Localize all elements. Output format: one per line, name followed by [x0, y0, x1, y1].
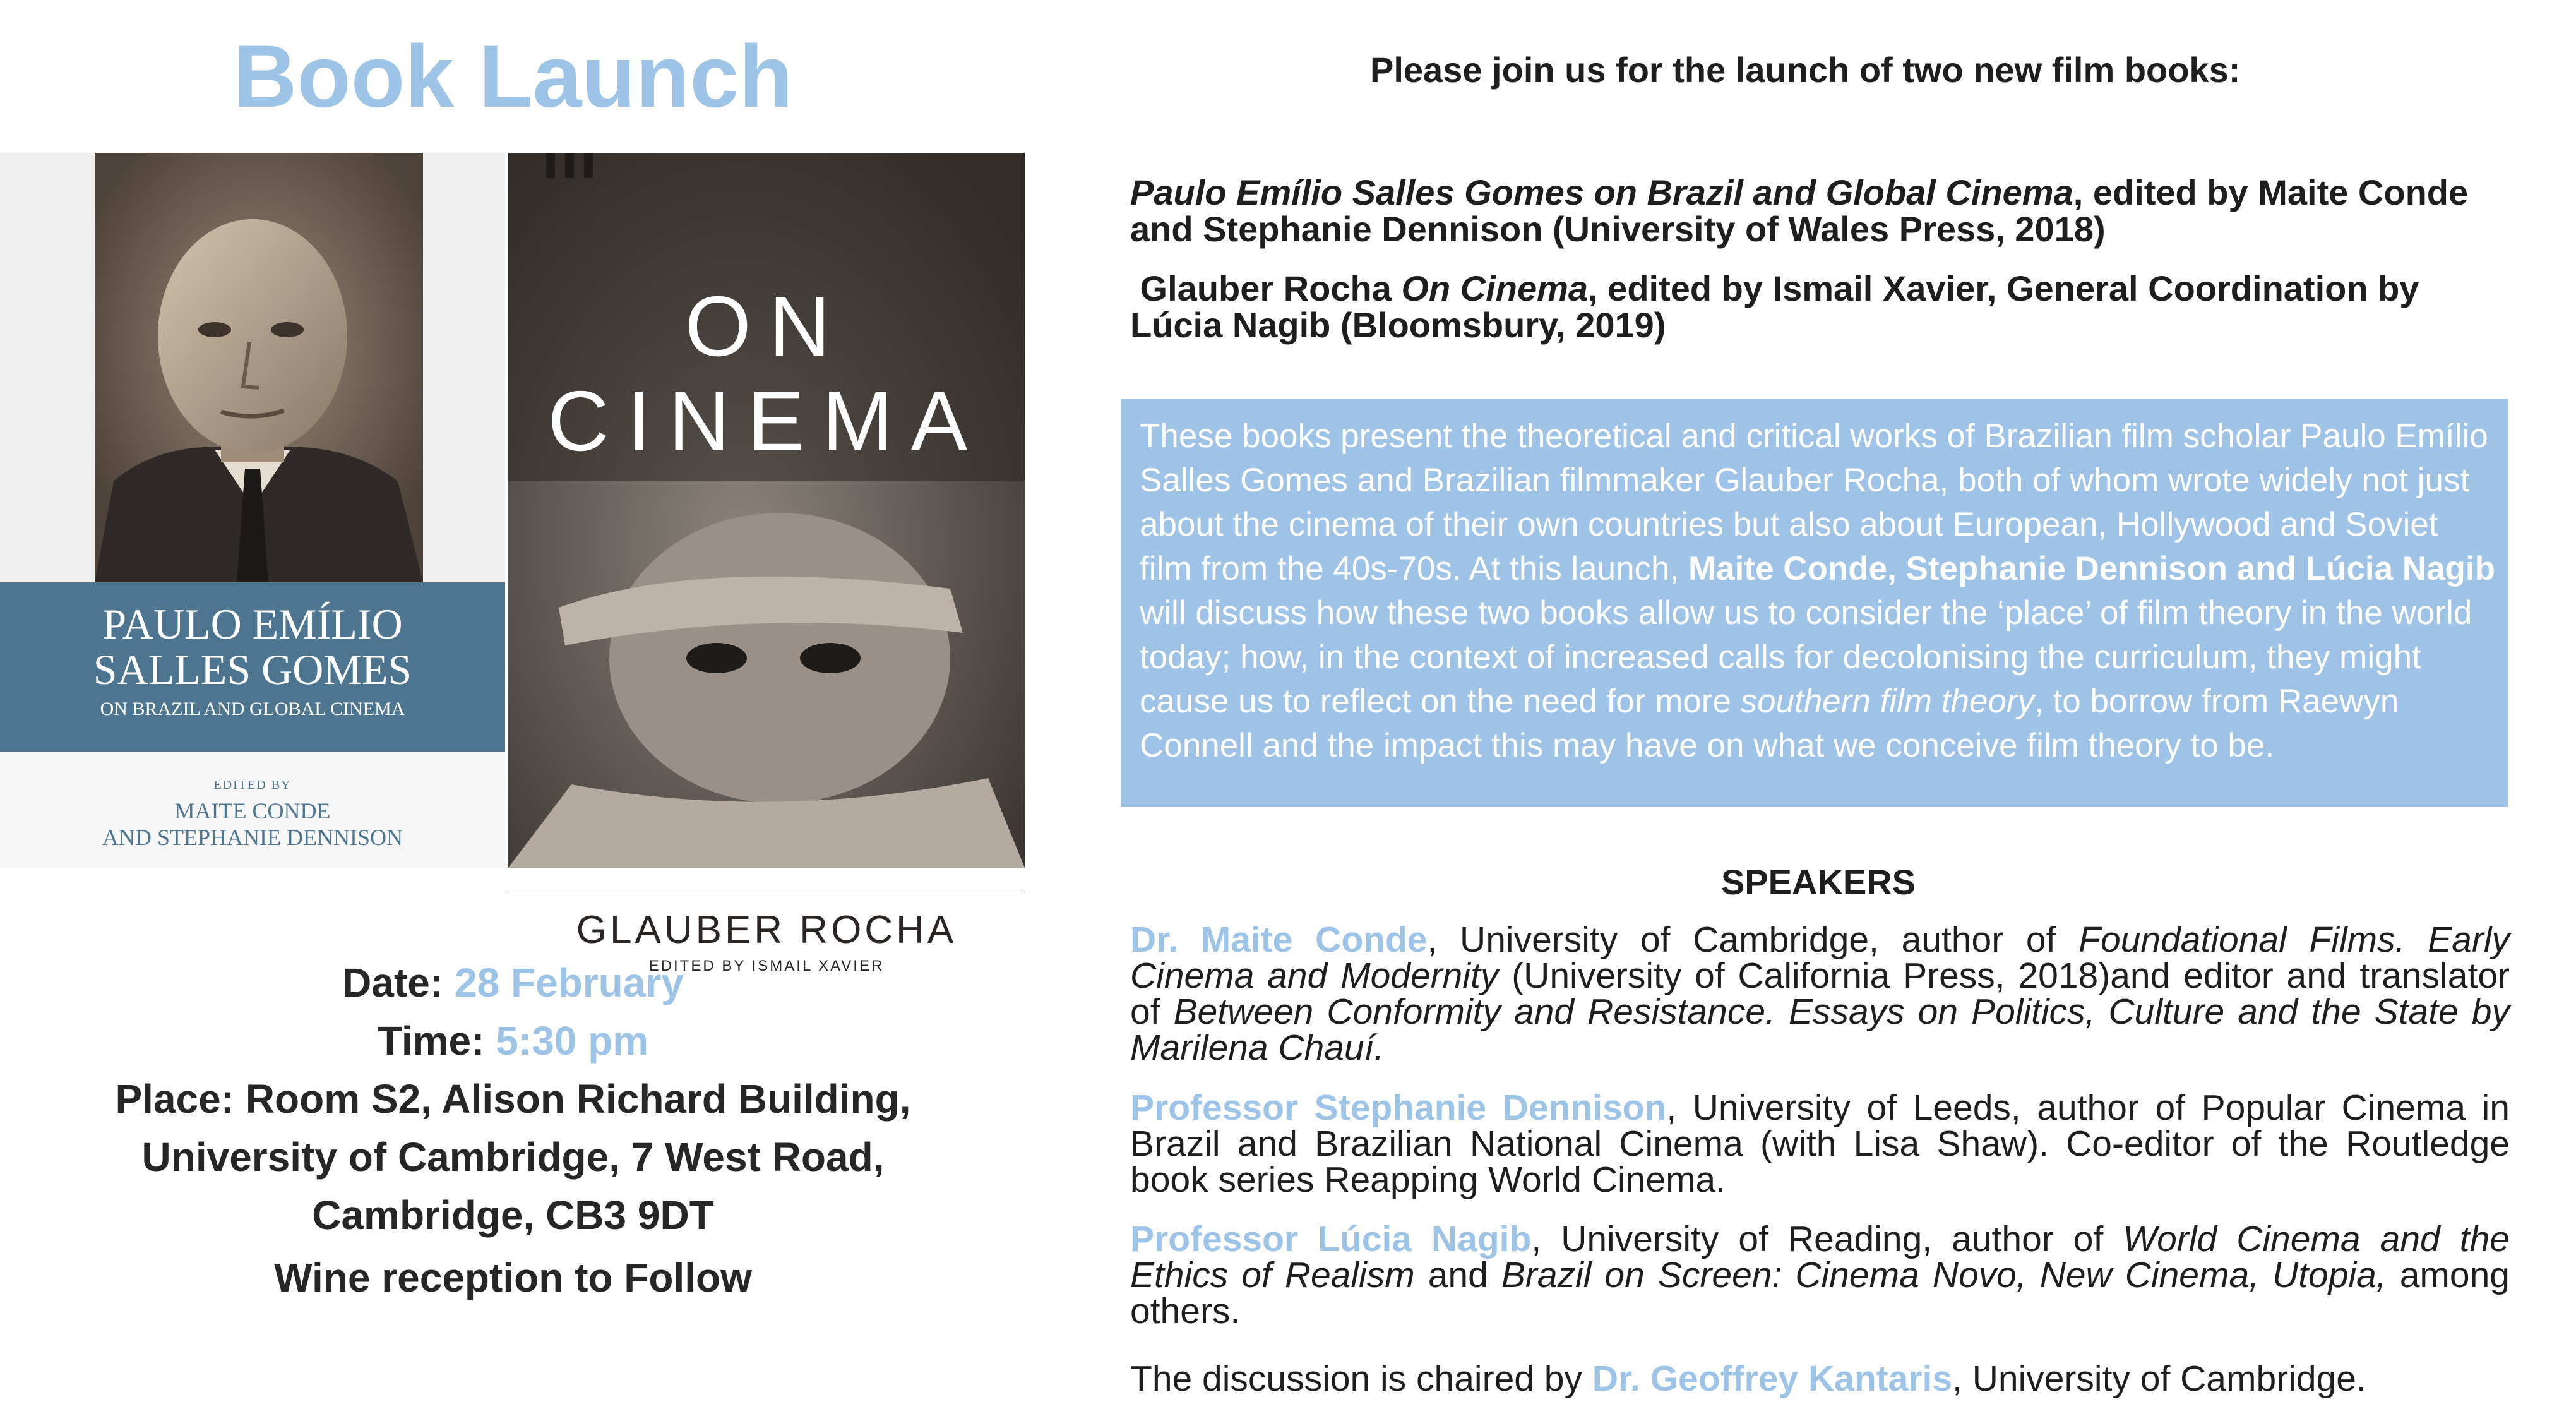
cover-editors-line2: AND STEPHANIE DENNISON: [102, 825, 403, 850]
event-date: [0, 954, 1026, 1012]
desc-part2: will discuss how these two books allow us to consider the ‘place’ of film theory in the world today; how, in the context of increased calls for decolonising the curriculum, they might cause us to reflect on the need for more: [1140, 594, 2472, 720]
date-label: Date:: [342, 960, 455, 1005]
cover-title-line2: SALLES GOMES: [93, 645, 412, 693]
book-cover-on-cinema: [508, 153, 1025, 974]
book-entry-2: [1130, 270, 2513, 344]
speaker-name: Dr. Maite Conde: [1130, 920, 1428, 960]
chair-affiliation: , University of Cambridge.: [1952, 1358, 2366, 1399]
description-text: [1140, 414, 2497, 768]
chair-name: Dr. Geoffrey Kantaris: [1592, 1358, 1953, 1399]
wine-reception: Wine reception to Follow: [274, 1255, 752, 1300]
desc-part3: , to borrow from Raewyn Connell and the impact this may have on what we conceive film theory to be.: [1140, 683, 2399, 764]
cover-photo-portrait: [0, 153, 505, 868]
event-details: [0, 954, 1026, 1244]
cover-title-line1: PAULO EMÍLIO: [102, 600, 403, 648]
time-label: Time:: [377, 1018, 496, 1064]
speaker-entry-conde: [1130, 922, 2510, 1066]
cover-editor: EDITED BY ISMAIL XAVIER: [648, 957, 885, 974]
discussion-chair: [1130, 1358, 2510, 1400]
cover-photo-rocha: [508, 153, 1025, 868]
desc-speaker-names: Maite Conde, Stephanie Dennison and Lúcia Nagib: [1688, 550, 2496, 587]
book2-author: Glauber Rocha: [1130, 268, 1402, 308]
cover-title-cinema: CINEMA: [547, 373, 986, 469]
book2-title: On Cinema: [1401, 268, 1589, 308]
speakers-heading: SPEAKERS: [1720, 862, 1916, 902]
speaker-name: Professor Stephanie Dennison: [1130, 1088, 1667, 1128]
event-time: [0, 1012, 1026, 1070]
cover-editors-line1: MAITE CONDE: [174, 798, 331, 824]
speaker-text: , University of Reading, author of: [1531, 1219, 2123, 1259]
speaker-name: Professor Lúcia Nagib: [1130, 1219, 1532, 1259]
book-entry-1: [1130, 174, 2513, 248]
speaker-work-title: Brazil on Screen: Cinema Novo, New Cinema, Utopia,: [1501, 1255, 2387, 1295]
speaker-text: and: [1414, 1255, 1501, 1295]
event-place-line3: Cambridge, CB3 9DT: [312, 1192, 714, 1238]
event-place-line1: Place: Room S2, Alison Richard Building,: [115, 1076, 911, 1122]
speaker-text: , University of Leeds, author of Popular Cinema in Brazil and Brazilian National Cinema (with Lisa Shaw). Co-editor of the Routledge book series Reapping World Cinema.: [1130, 1088, 2510, 1200]
speaker-work-title: Foundational Films. Early Cinema and Modernity: [1130, 920, 2510, 996]
event-place-line2: University of Cambridge, 7 West Road,: [141, 1134, 885, 1180]
cover-subtitle: ON BRAZIL AND GLOBAL CINEMA: [100, 699, 405, 719]
speaker-text: , University of Cambridge, author of: [1427, 920, 2079, 960]
book2-details: , edited by Ismail Xavier, General Coordination by Lúcia Nagib (Bloomsbury, 2019): [1130, 268, 2419, 345]
time-value: 5:30 pm: [496, 1018, 649, 1064]
desc-part1: These books present the theoretical and critical works of Brazilian film scholar Paulo Emílio Salles Gomes and Brazilian filmmaker Glauber Rocha, both of whom wrote widely not just about the cinema of their own countries but also about European, Hollywood and Soviet film from the 40s-70s. At this launch,: [1140, 417, 2488, 587]
speaker-work-title: World Cinema and the Ethics of Realism: [1130, 1219, 2510, 1295]
speaker-work-title: Between Conformity and Resistance. Essays on Politics, Culture and the State by Marilena Chauí.: [1130, 992, 2510, 1068]
speaker-text: (University of California Press, 2018)and editor and translator of: [1130, 956, 2510, 1032]
desc-emphasis: southern film theory: [1740, 683, 2035, 720]
chair-text: The discussion is chaired by: [1130, 1358, 1592, 1399]
book-cover-salles-gomes: [0, 153, 505, 868]
invitation-heading: Please join us for the launch of two new film books:: [1370, 50, 2241, 90]
cover-author: GLAUBER ROCHA: [576, 908, 957, 952]
cover-title-on: ON: [684, 279, 849, 374]
date-value: 28 February: [454, 960, 684, 1005]
speaker-entry-dennison: [1130, 1090, 2510, 1198]
speaker-entry-nagib: [1130, 1221, 2510, 1329]
book1-title: Paulo Emílio Salles Gomes on Brazil and Global Cinema: [1130, 172, 2073, 212]
speaker-text: among others.: [1130, 1255, 2510, 1331]
book1-details: , edited by Maite Conde and Stephanie Dennison (University of Wales Press, 2018): [1130, 172, 2469, 249]
page-title: Book Launch: [233, 27, 793, 126]
cover-edited-by: EDITED BY: [213, 778, 292, 792]
